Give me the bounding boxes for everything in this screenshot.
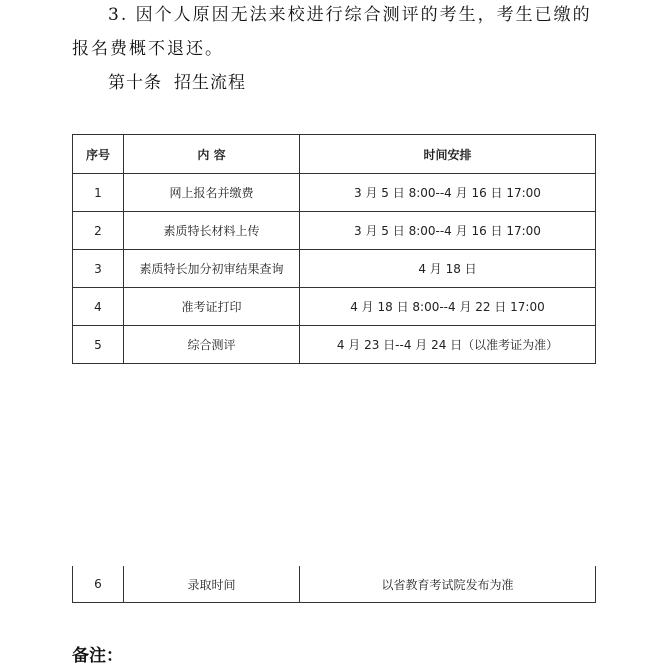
section-heading (108, 68, 246, 93)
row-number: 5 (73, 326, 124, 364)
row-content: 素质特长材料上传 (124, 212, 300, 250)
header-number: 序号 (73, 135, 124, 174)
row-content: 素质特长加分初审结果查询 (124, 250, 300, 288)
header-content: 内 容 (124, 135, 300, 174)
table-row (73, 174, 596, 212)
row-number: 4 (73, 288, 124, 326)
row-number: 6 (73, 566, 124, 603)
row-content: 录取时间 (124, 566, 300, 603)
row-time: 3 月 5 日 8:00--4 月 16 日 17:00 (300, 212, 596, 250)
table-row (73, 250, 596, 288)
table-row (73, 326, 596, 364)
table-row (73, 288, 596, 326)
row-time: 4 月 23 日--4 月 24 日（以准考证为准） (300, 326, 596, 364)
row-content: 准考证打印 (124, 288, 300, 326)
row-content: 综合测评 (124, 326, 300, 364)
section-title: 招生流程 (174, 73, 246, 93)
table-row (73, 212, 596, 250)
table-row (73, 566, 596, 603)
note-label: 备注： (72, 646, 123, 666)
row-time: 4 月 18 日 8:00--4 月 22 日 17:00 (300, 288, 596, 326)
schedule-table-continued (72, 566, 596, 603)
intro-paragraph: 3. 因个人原因无法来校进行综合测评的考生，考生已缴的报名费概不退还。 (72, 5, 592, 59)
schedule-table (72, 134, 596, 364)
header-time: 时间安排 (300, 135, 596, 174)
row-time: 以省教育考试院发布为准 (300, 566, 596, 603)
row-content: 网上报名并缴费 (124, 174, 300, 212)
section-number: 第十条 (108, 73, 162, 93)
table-header-row (73, 135, 596, 174)
row-time: 4 月 18 日 (300, 250, 596, 288)
row-time: 3 月 5 日 8:00--4 月 16 日 17:00 (300, 174, 596, 212)
row-number: 1 (73, 174, 124, 212)
row-number: 2 (73, 212, 124, 250)
row-number: 3 (73, 250, 124, 288)
